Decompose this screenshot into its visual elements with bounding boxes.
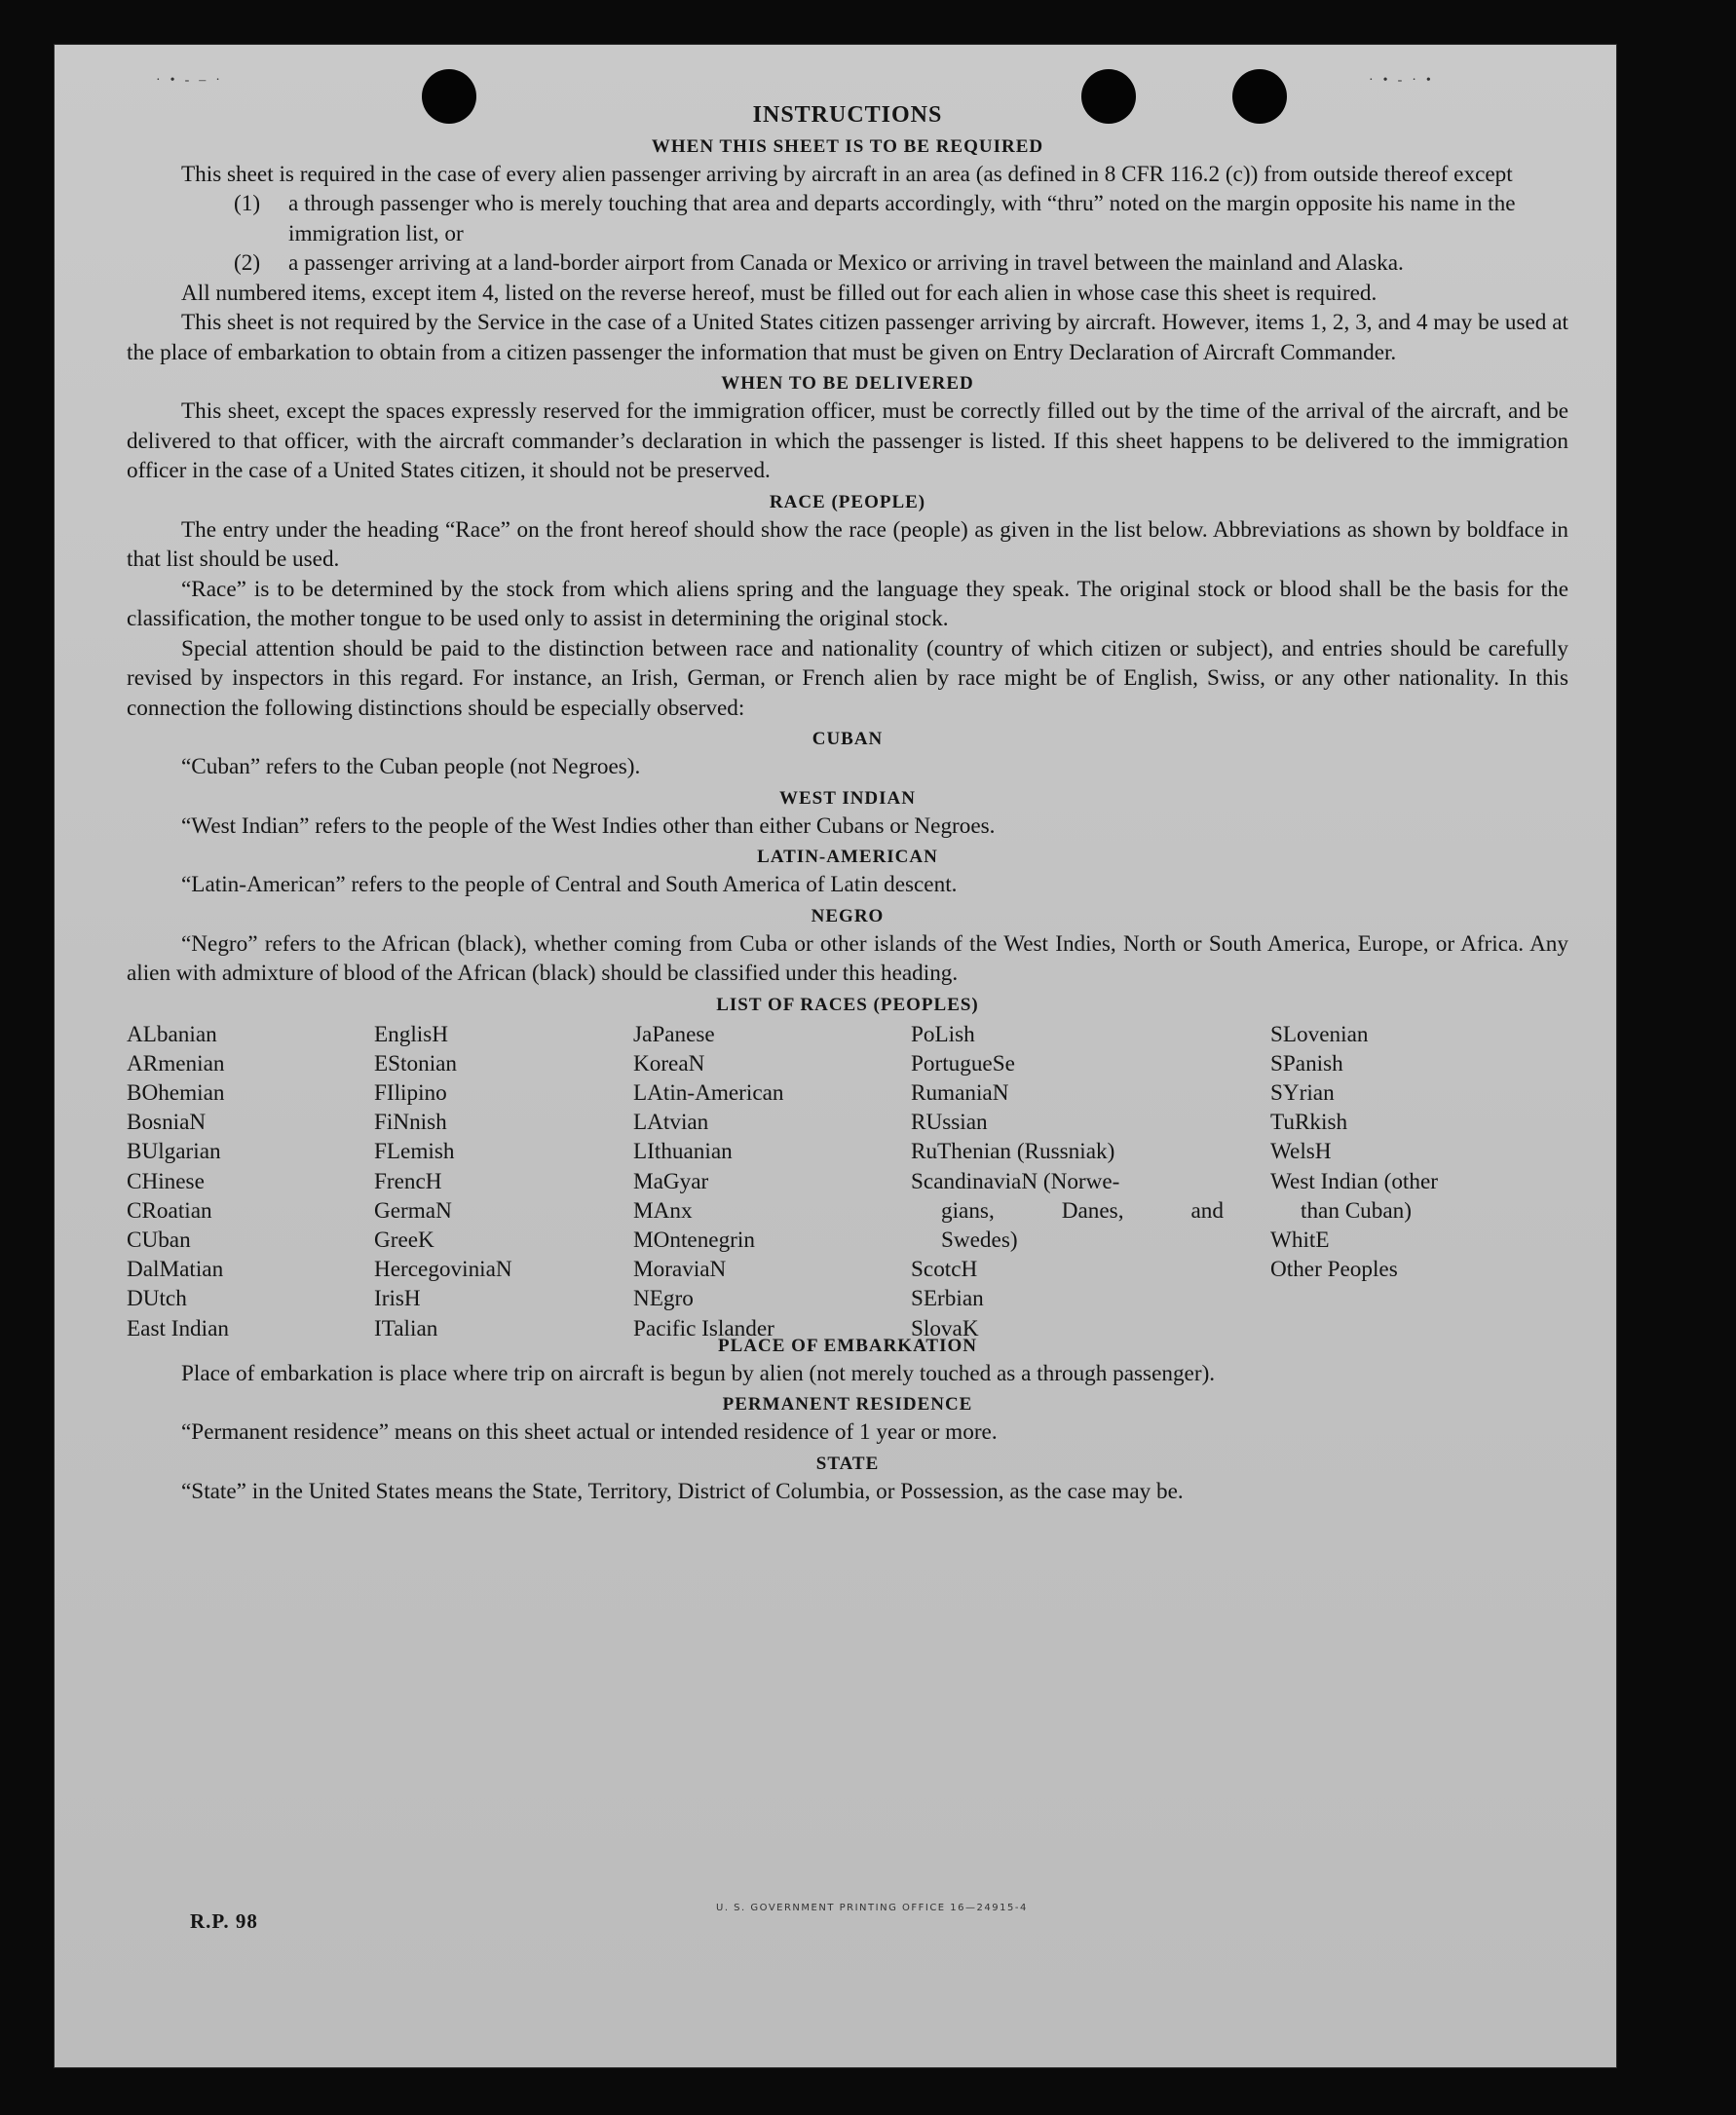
paragraph: “Permanent residence” means on this sheet actual or intended residence of 1 year or more. [181,1419,998,1445]
race-entry: RumaniaN [911,1079,1009,1106]
paragraph: “Cuban” refers to the Cuban people (not Negroes). [181,754,641,779]
paragraph: Place of embarkation is place where trip on aircraft is begun by alien (not merely touched as a through passenger). [181,1360,1216,1386]
item-number: (2) [234,250,261,276]
paragraph: “Negro” refers to the African (black), whether coming from Cuba or other islands of the West Indies, North or South America, Europe, or Africa. Any alien with admixture of blood of the African (black) should be classified under this heading. [127,930,1568,986]
races-column-2 [374,1020,512,1343]
race-entry: RUssian [911,1110,988,1136]
race-entry: MoraviaN [633,1257,727,1283]
race-entry: FLemish [374,1139,455,1165]
race-entry-continuation: than Cuban) [1301,1197,1412,1224]
paragraph: “State” in the United States means the State, Territory, District of Columbia, or Possession, as the case may be. [181,1478,1184,1504]
race-entry: LAtin-American [633,1079,784,1106]
heading-negro: NEGRO [811,905,885,926]
races-column-4 [911,1020,1224,1343]
race-entry: LAtvian [633,1110,709,1136]
race-entry: East Indian [127,1315,229,1341]
heading-required: WHEN THIS SHEET IS TO BE REQUIRED [651,135,1044,157]
heading-latin-american: LATIN-AMERICAN [757,847,938,867]
heading-state: STATE [815,1453,880,1474]
race-entry: MOntenegrin [633,1227,755,1253]
paragraph: Special attention should be paid to the distinction between race and nationality (country of which citizen or subject), and entries should be carefully revised by inspectors in this regard. For instance, an Irish, German, or French alien by race might be of English, Swiss, or any other nationality. In this connection the following distinctions should be especially observed: [127,635,1568,721]
item-number: (1) [234,191,261,216]
races-column-3 [633,1020,784,1343]
race-entry: CRoatian [127,1197,212,1224]
race-entry: TuRkish [1270,1110,1348,1136]
race-entry: MAnx [633,1197,693,1224]
race-entry: SLovenian [1270,1021,1369,1047]
race-entry: BUlgarian [127,1139,221,1165]
race-entry: SPanish [1270,1050,1343,1076]
races-column-5 [1270,1020,1438,1285]
race-entry: ScotcH [911,1257,978,1283]
race-entry: PortugueSe [911,1050,1015,1076]
race-entry: DUtch [127,1286,187,1312]
paragraph: “Race” is to be determined by the stock from which aliens spring and the language they speak. The original stock or blood shall be the basis for the classification, the mother tongue to be used only to assist in determining the original stock. [127,576,1568,631]
race-entry: WhitE [1270,1227,1330,1253]
race-entry: Pacific Islander [633,1315,774,1341]
race-entry: CHinese [127,1168,205,1194]
heading-west-indian: WEST INDIAN [779,787,916,809]
race-entry: FiNnish [374,1110,447,1136]
continuation-word: gians, [941,1197,995,1224]
race-entry: IrisH [374,1286,421,1312]
races-column-1 [127,1020,229,1343]
race-entry: RuThenian (Russniak) [911,1139,1115,1165]
race-entry: West Indian (other [1270,1168,1438,1194]
heading-cuban: CUBAN [811,729,884,749]
race-entry: FIlipino [374,1079,447,1106]
race-entry: HercegoviniaN [374,1257,512,1283]
paragraph: All numbered items, except item 4, listed on the reverse hereof, must be filled out for each alien in whose case this sheet is required. [181,280,1377,306]
paragraph: This sheet, except the spaces expressly reserved for the immigration officer, must be correctly filled out by the time of the arrival of the aircraft, and be delivered to that officer, with the aircraft commander’s declaration in which the passenger is listed. If this sheet happens to be delivered to the immigration officer in the case of a United States citizen, it should not be preserved. [127,398,1568,483]
heading-delivered: WHEN TO BE DELIVERED [721,373,974,394]
race-entry: NEgro [633,1286,694,1312]
paragraph: The entry under the heading “Race” on the front hereof should show the race (people) as given in the list below. Abbreviations as shown by boldface in that list should be used. [127,516,1568,572]
race-entry: MaGyar [633,1168,709,1194]
heading-list-of-races: LIST OF RACES (PEOPLES) [716,994,979,1015]
print-specks: ·•‑·• [1369,73,1441,88]
race-entry: GreeK [374,1227,434,1253]
race-entry: JaPanese [633,1021,715,1047]
paragraph: “Latin-American” refers to the people of Central and South America of Latin descent. [181,872,958,897]
race-entry: ALbanian [127,1021,217,1047]
race-entry: ARmenian [127,1050,225,1076]
race-entry: CUban [127,1227,191,1253]
race-entry: ScandinaviaN (Norwe- [911,1168,1120,1194]
race-entry: SErbian [911,1286,984,1312]
continuation-word: and [1190,1197,1224,1224]
race-entry: LIthuanian [633,1139,733,1165]
race-entry: DalMatian [127,1257,224,1283]
heading-residence: PERMANENT RESIDENCE [722,1394,973,1415]
item-text: a passenger arriving at a land-border airport from Canada or Mexico or arriving in travel between the mainland and Alaska. [288,250,1404,276]
race-entry: ITalian [374,1315,438,1341]
race-entry-continuation [911,1196,1224,1226]
race-entry: SYrian [1270,1079,1335,1106]
race-entry: KoreaN [633,1050,705,1076]
form-number: R.P. 98 [190,1909,258,1933]
race-entry: BOhemian [127,1079,225,1106]
printer-imprint: U. S. GOVERNMENT PRINTING OFFICE 16—24915-4 [716,1903,1028,1913]
list-item [234,248,1568,279]
race-entry: Other Peoples [1270,1257,1398,1283]
item-text: a through passenger who is merely touching that area and departs accordingly, with “thru” noted on the margin opposite his name in the immigration list, or [288,191,1516,246]
page-title: INSTRUCTIONS [752,102,943,128]
instructions-content [127,100,1568,1506]
list-item [234,189,1568,248]
race-entry: FrencH [374,1168,442,1194]
race-entry-continuation: Swedes) [941,1227,1018,1253]
race-entry: BosniaN [127,1110,207,1136]
paragraph: This sheet is not required by the Service in the case of a United States citizen passenger arriving by aircraft. However, items 1, 2, 3, and 4 may be used at the place of embarkation to obtain from a citizen passenger the information that must be given on Entry Declaration of Aircraft Commander. [127,310,1568,365]
continuation-word: Danes, [1061,1197,1124,1224]
race-entry: GermaN [374,1197,452,1224]
race-entry: PoLish [911,1021,975,1047]
races-list [127,1020,1568,1341]
heading-embarkation: PLACE OF EMBARKATION [718,1335,977,1356]
race-entry: WelsH [1270,1139,1332,1165]
race-entry: SlovaK [911,1315,979,1341]
race-entry: EStonian [374,1050,458,1076]
race-entry: EnglisH [374,1021,449,1047]
print-specks: ·•‑–· [156,73,230,88]
heading-race: RACE (PEOPLE) [769,491,926,512]
paragraph: “West Indian” refers to the people of the West Indies other than either Cubans or Negroes. [181,812,996,839]
paragraph: This sheet is required in the case of every alien passenger arriving by aircraft in an area (as defined in 8 CFR 116.2 (c)) from outside thereof except [181,161,1513,187]
document-page [54,44,1617,2068]
